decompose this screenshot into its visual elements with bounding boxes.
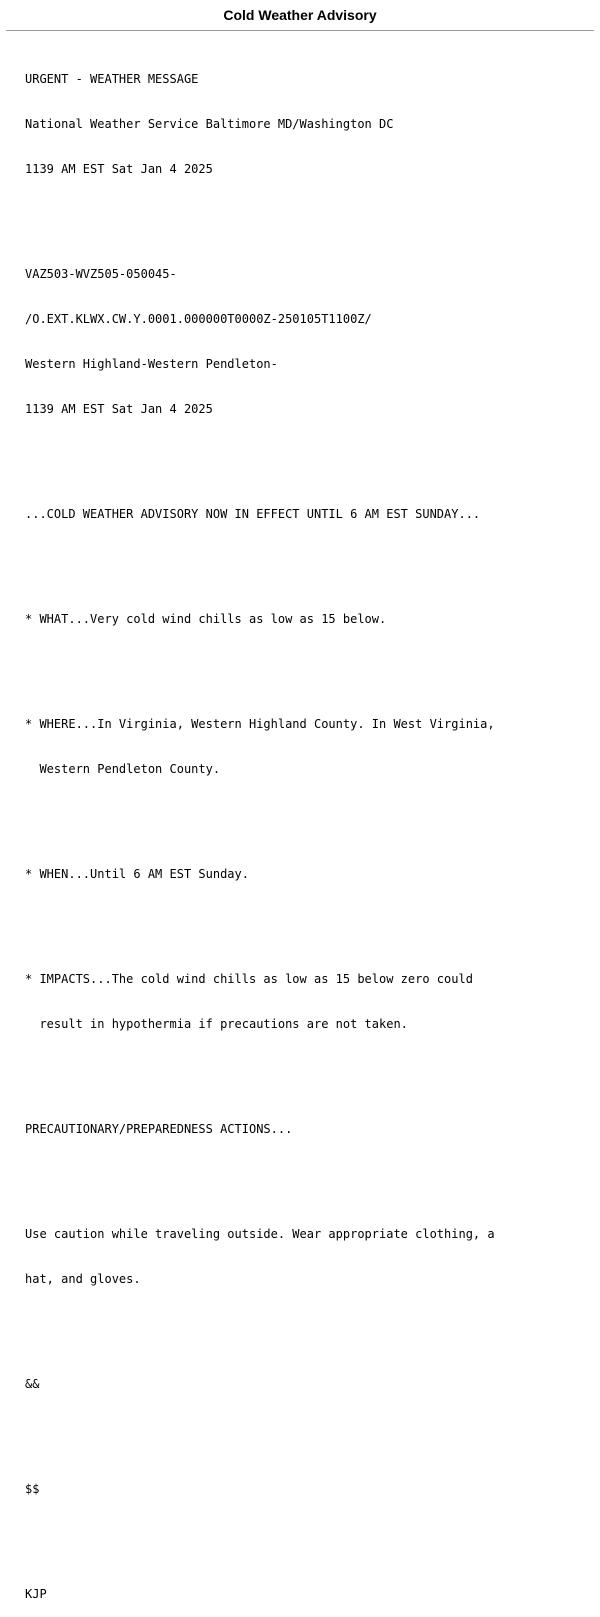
section-end-marker: && [25,1377,40,1391]
blank-line [25,447,590,462]
precautionary-line: Use caution while traveling outside. Wear appropriate clothing, a [25,1227,495,1241]
blank-line [25,807,590,822]
issued-time-line: 1139 AM EST Sat Jan 4 2025 [25,162,213,176]
what-line: * WHAT...Very cold wind chills as low as 15 below. [25,612,387,626]
precautionary-heading: PRECAUTIONARY/PREPAREDNESS ACTIONS... [25,1122,293,1136]
blank-line [25,1317,590,1332]
blank-line [25,1062,590,1077]
page-header [6,0,594,31]
impacts-line: * IMPACTS...The cold wind chills as low as 15 below zero could [25,972,473,986]
message-type-line: URGENT - WEATHER MESSAGE [25,72,199,86]
zones-line: Western Highland-Western Pendleton- [25,357,278,371]
blank-line [25,1422,590,1437]
when-line: * WHEN...Until 6 AM EST Sunday. [25,867,249,881]
blank-line [25,552,590,567]
office-line: National Weather Service Baltimore MD/Washington DC [25,117,394,131]
vtec-code-line: /O.EXT.KLWX.CW.Y.0001.000000T0000Z-250105T1100Z/ [25,312,372,326]
blank-line [25,657,590,672]
precautionary-line: hat, and gloves. [25,1272,141,1286]
blank-line [25,1527,590,1542]
blank-line [25,1167,590,1182]
blank-line [25,912,590,927]
where-line: * WHERE...In Virginia, Western Highland County. In West Virginia, [25,717,495,731]
forecaster-signature: KJP [25,1587,47,1601]
ugc-code-line: VAZ503-WVZ505-050045- [25,267,177,281]
segment-time-line: 1139 AM EST Sat Jan 4 2025 [25,402,213,416]
page-title: Cold Weather Advisory [223,7,377,23]
advisory-text [25,42,590,1617]
impacts-line: result in hypothermia if precautions are not taken. [25,1017,408,1031]
blank-line [25,207,590,222]
segment-end-marker: $$ [25,1482,40,1496]
headline: ...COLD WEATHER ADVISORY NOW IN EFFECT UNTIL 6 AM EST SUNDAY... [25,507,481,521]
where-line: Western Pendleton County. [25,762,221,776]
